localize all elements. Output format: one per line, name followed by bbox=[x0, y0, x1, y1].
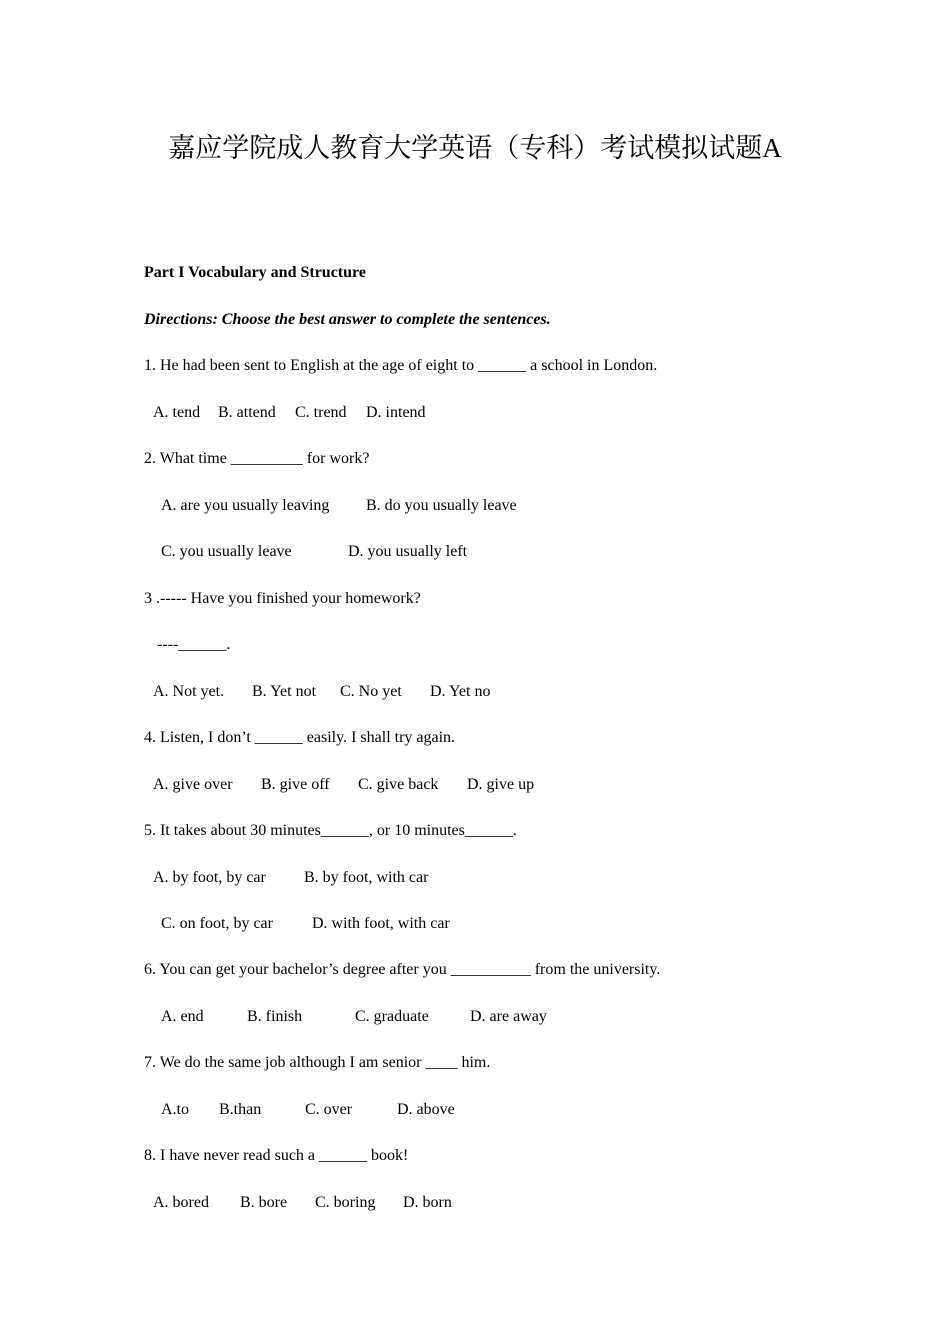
option-b: B. attend bbox=[218, 404, 276, 421]
option-d: D. born bbox=[403, 1194, 452, 1211]
question-3-reply: ----______. bbox=[157, 636, 231, 653]
question-4-stem: 4. Listen, I don’t ______ easily. I shall try again. bbox=[144, 729, 456, 746]
option-b: B. bore bbox=[240, 1194, 288, 1211]
question-8-stem: 8. I have never read such a ______ book! bbox=[144, 1147, 409, 1164]
option-a: A. tend bbox=[153, 404, 201, 421]
option-b: B. finish bbox=[247, 1008, 303, 1025]
option-d: D. give up bbox=[467, 776, 535, 793]
option-d: D. are away bbox=[470, 1008, 547, 1025]
option-a: A. are you usually leaving bbox=[161, 497, 330, 514]
option-c: C. trend bbox=[295, 404, 347, 421]
option-d: D. with foot, with car bbox=[312, 915, 450, 932]
option-a: A. bored bbox=[153, 1194, 209, 1211]
option-c: C. graduate bbox=[355, 1008, 429, 1025]
option-d: D. intend bbox=[366, 404, 426, 421]
option-c: C. you usually leave bbox=[161, 543, 292, 560]
option-c: C. boring bbox=[315, 1194, 376, 1211]
option-c: C. over bbox=[305, 1101, 353, 1118]
page-title: 嘉应学院成人教育大学英语（专科）考试模拟试题A bbox=[168, 133, 782, 163]
question-2-stem: 2. What time _________ for work? bbox=[144, 450, 370, 467]
question-7-stem: 7. We do the same job although I am senior ____ him. bbox=[144, 1054, 491, 1071]
option-b: B.than bbox=[219, 1101, 262, 1118]
option-a: A.to bbox=[161, 1101, 189, 1118]
option-b: B. Yet not bbox=[252, 683, 317, 700]
option-a: A. by foot, by car bbox=[153, 869, 266, 886]
option-b: B. give off bbox=[261, 776, 330, 793]
option-a: A. give over bbox=[153, 776, 233, 793]
option-d: D. Yet no bbox=[430, 683, 491, 700]
option-a: A. end bbox=[161, 1008, 204, 1025]
option-c: C. No yet bbox=[340, 683, 402, 700]
option-d: D. you usually left bbox=[348, 543, 468, 560]
part-heading: Part I Vocabulary and Structure bbox=[144, 264, 366, 281]
option-b: B. by foot, with car bbox=[304, 869, 429, 886]
option-d: D. above bbox=[397, 1101, 455, 1118]
question-3-stem: 3 .----- Have you finished your homework? bbox=[144, 590, 421, 607]
option-a: A. Not yet. bbox=[153, 683, 225, 700]
option-c: C. on foot, by car bbox=[161, 915, 273, 932]
option-c: C. give back bbox=[358, 776, 439, 793]
question-6-stem: 6. You can get your bachelor’s degree after you __________ from the university. bbox=[144, 961, 661, 978]
directions: Directions: Choose the best answer to complete the sentences. bbox=[144, 311, 551, 328]
option-b: B. do you usually leave bbox=[366, 497, 517, 514]
question-1-stem: 1. He had been sent to English at the age of eight to ______ a school in London. bbox=[144, 357, 658, 374]
question-5-stem: 5. It takes about 30 minutes______, or 10 minutes______. bbox=[144, 822, 517, 839]
